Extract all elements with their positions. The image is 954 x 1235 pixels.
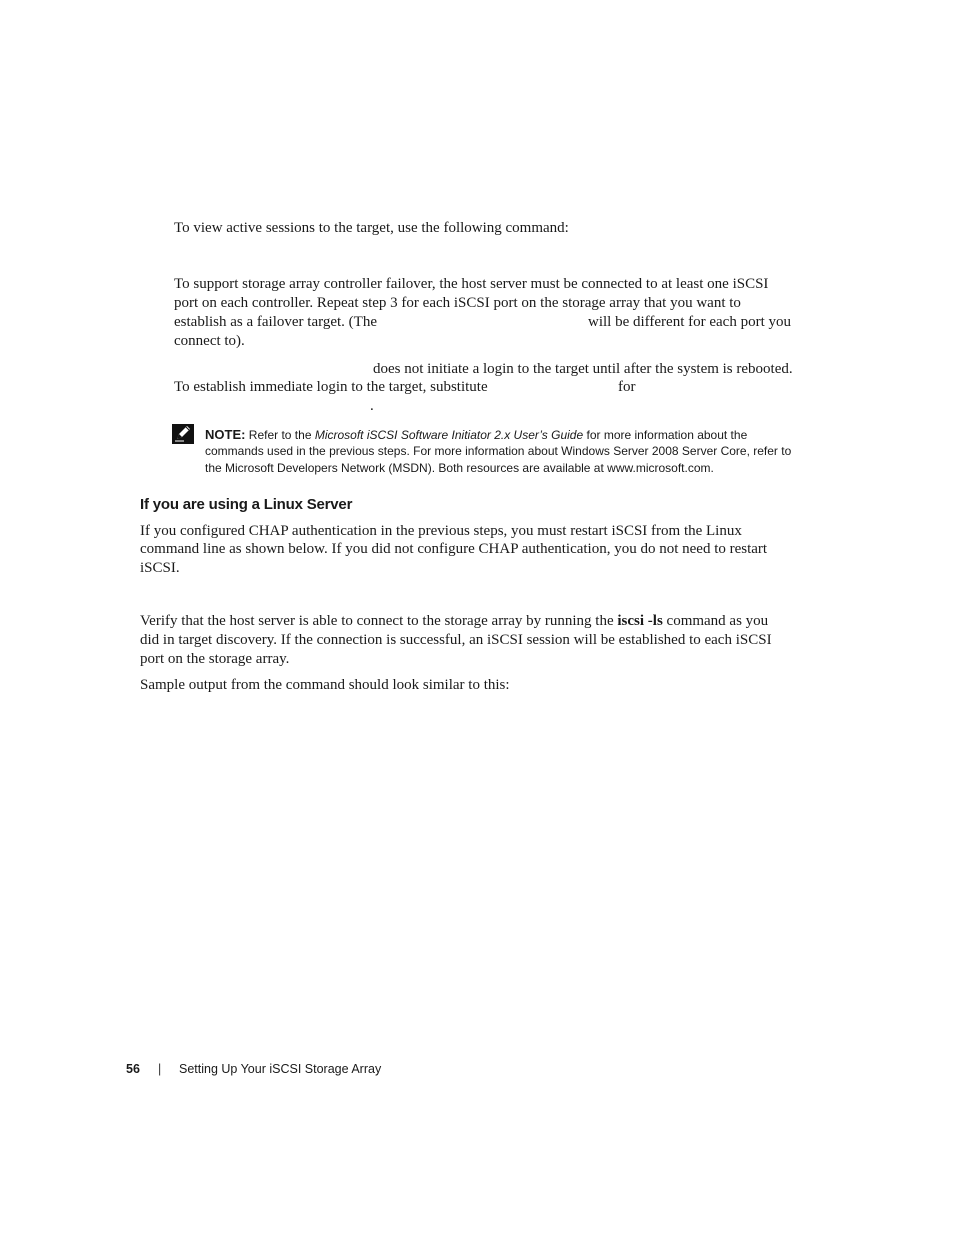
failover-text-line-1: To support storage array controller failover, the host server must be connected to at least one iSCSI: [174, 276, 769, 292]
linux-p2-line-2: did in target discovery. If the connection is successful, an iSCSI session will be established to each iSCSI: [140, 632, 772, 648]
linux-p1-line-3: iSCSI.: [140, 560, 180, 576]
linux-p1-line-1: If you configured CHAP authentication in the previous steps, you must restart iSCSI from the Linux: [140, 523, 742, 539]
note-label: NOTE:: [205, 427, 246, 442]
note-text-1: Refer to the: [245, 428, 315, 442]
failover-text-line-3b: will be different for each port you: [588, 314, 791, 330]
failover-text-line-3a: establish as a failover target. (The: [174, 314, 377, 330]
note-text-2: for more information about the: [583, 428, 748, 442]
login-text-line-2a: To establish immediate login to the target, substitute: [174, 379, 488, 395]
login-text-line-2b: for: [618, 379, 636, 395]
linux-p1-line-2: command line as shown below. If you did not configure CHAP authentication, you do not need to restart: [140, 541, 768, 557]
iscsi-ls-command: iscsi -ls: [617, 613, 663, 629]
linux-section-heading: If you are using a Linux Server: [140, 496, 353, 513]
page-number: 56: [126, 1062, 140, 1076]
linux-p2-line-1: [140, 612, 768, 631]
failover-text-line-4: connect to).: [174, 333, 245, 349]
linux-p2-text-b: command as you: [662, 613, 769, 629]
login-text-line-3: .: [370, 398, 374, 414]
view-sessions-text: To view active sessions to the target, use the following command:: [174, 220, 569, 236]
linux-p2-line-3: port on the storage array.: [140, 651, 290, 667]
note-line-3: the Microsoft Developers Network (MSDN). Both resources are available at www.microsoft.com.: [205, 461, 714, 475]
footer-section-title: Setting Up Your iSCSI Storage Array: [179, 1062, 382, 1076]
failover-text-line-2: port on each controller. Repeat step 3 for each iSCSI port on the storage array that you want to: [174, 295, 741, 311]
login-text-line-1: does not initiate a login to the target until after the system is rebooted.: [373, 361, 793, 377]
note-line-2: commands used in the previous steps. For more information about Windows Server 2008 Server Core, refer to: [205, 444, 792, 458]
sample-output-text: Sample output from the command should look similar to this:: [140, 677, 510, 693]
note-guide-title: Microsoft iSCSI Software Initiator 2.x User’s Guide: [314, 428, 584, 442]
note-pencil-icon: [172, 424, 194, 444]
footer-separator: |: [158, 1062, 162, 1076]
linux-p2-text-a: Verify that the host server is able to connect to the storage array by running the: [140, 613, 618, 629]
note-line-1: [205, 426, 747, 444]
